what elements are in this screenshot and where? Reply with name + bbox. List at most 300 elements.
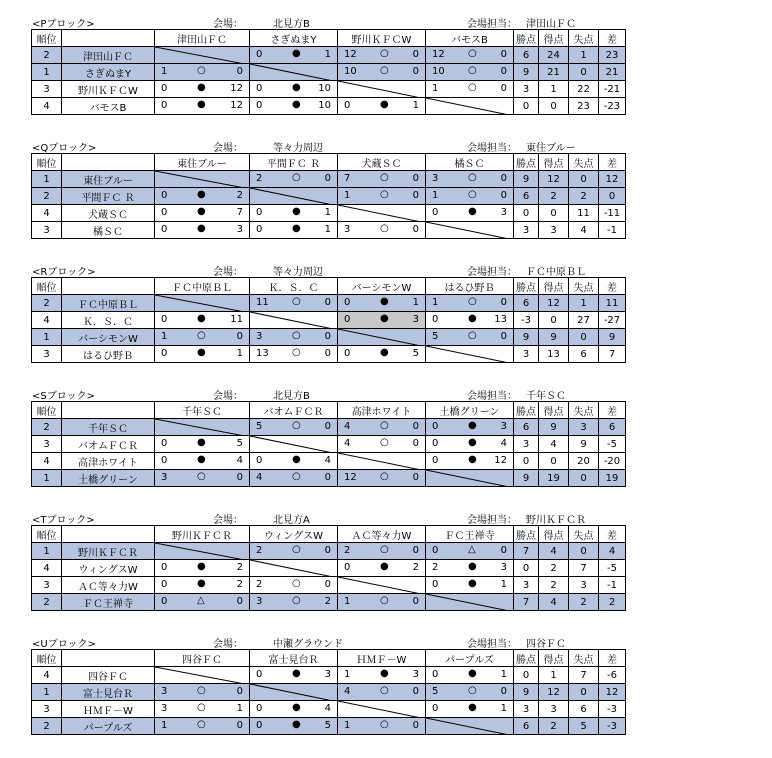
goals-for-value: 13 <box>539 346 569 363</box>
goal-diff-value: 0 <box>599 188 626 205</box>
match-result-cell <box>338 98 426 115</box>
score-against: 1 <box>500 669 507 680</box>
block-section <box>0 386 772 486</box>
score-against: 2 <box>236 190 243 201</box>
score-for: 0 <box>256 455 263 466</box>
gf-header: 得点 <box>539 278 569 295</box>
opponent-header: バモスB <box>426 30 514 47</box>
table-row <box>32 453 626 470</box>
opponent-header: 土橋グリーン <box>426 402 514 419</box>
score-for: 3 <box>161 472 168 483</box>
team-header-blank <box>62 30 155 47</box>
goals-for-value: 4 <box>539 543 569 560</box>
team-name-cell: ＡＣ等々力W <box>62 577 155 594</box>
diagonal-line-icon <box>155 543 250 560</box>
result-mark-icon: ● <box>380 561 389 572</box>
opponent-header: バオムＦＣＲ <box>250 402 338 419</box>
result-mark-icon: ○ <box>197 685 206 696</box>
match-result-cell <box>250 667 338 684</box>
wins-value: 9 <box>514 470 539 487</box>
rank-cell: 1 <box>32 470 62 487</box>
wins-value: 6 <box>514 419 539 436</box>
match-result-cell <box>155 346 250 363</box>
result-mark-icon: ● <box>380 296 389 307</box>
score-for: 0 <box>256 703 263 714</box>
table-row <box>32 222 626 239</box>
result-mark-icon: ● <box>468 702 477 713</box>
diagonal-line-icon <box>426 222 514 239</box>
goals-against-value: 7 <box>569 560 599 577</box>
match-result-cell <box>426 684 514 701</box>
result-mark-icon: ○ <box>468 685 477 696</box>
diff-header: 差 <box>599 154 626 171</box>
match-result-cell <box>338 312 426 329</box>
team-name-cell: ウィングスW <box>62 560 155 577</box>
team-name-cell: 東住ブルー <box>62 171 155 188</box>
score-for: 0 <box>344 314 351 325</box>
team-header-blank <box>62 278 155 295</box>
score-for: 0 <box>432 421 439 432</box>
match-result-cell <box>250 295 338 312</box>
block-header <box>0 262 772 277</box>
goal-diff-value: -3 <box>599 718 626 735</box>
ga-header: 失点 <box>569 278 599 295</box>
match-result-cell <box>338 436 426 453</box>
score-against: 0 <box>324 579 331 590</box>
rank-cell: 3 <box>32 346 62 363</box>
goal-diff-value: 12 <box>599 684 626 701</box>
score-against: 0 <box>412 438 419 449</box>
score-for: 5 <box>432 331 439 342</box>
wins-value: 3 <box>514 436 539 453</box>
score-for: 0 <box>161 207 168 218</box>
score-for: 12 <box>344 472 357 483</box>
match-result-cell <box>338 718 426 735</box>
table-row <box>32 560 626 577</box>
table-row <box>32 295 626 312</box>
goals-against-value: 0 <box>569 543 599 560</box>
diagonal-line-icon <box>155 295 250 312</box>
result-mark-icon: ● <box>292 668 301 679</box>
score-for: 0 <box>256 224 263 235</box>
goals-for-value: 2 <box>539 188 569 205</box>
result-mark-icon: ● <box>197 347 206 358</box>
opponent-header: 四谷ＦＣ <box>155 650 250 667</box>
result-mark-icon: ○ <box>292 471 301 482</box>
score-for: 0 <box>344 297 351 308</box>
result-mark-icon: ● <box>292 702 301 713</box>
score-for: 1 <box>432 297 439 308</box>
result-mark-icon: ○ <box>468 189 477 200</box>
block-name: <Qブロック> <box>32 143 97 154</box>
match-result-cell <box>155 470 250 487</box>
result-mark-icon: ● <box>197 313 206 324</box>
score-for: 0 <box>344 562 351 573</box>
opponent-header: 高津ホワイト <box>338 402 426 419</box>
rank-cell: 4 <box>32 453 62 470</box>
rank-header: 順位 <box>32 278 62 295</box>
venue-label: 会場： <box>213 19 243 30</box>
score-against: 10 <box>318 100 331 111</box>
goals-against-value: 0 <box>569 64 599 81</box>
goals-for-value: 12 <box>539 295 569 312</box>
score-against: 0 <box>412 545 419 556</box>
score-against: 1 <box>324 49 331 60</box>
goals-for-value: 1 <box>539 81 569 98</box>
goal-diff-value: -1 <box>599 222 626 239</box>
match-result-cell <box>426 543 514 560</box>
score-against: 3 <box>236 224 243 235</box>
diagonal-cell <box>250 684 338 701</box>
diff-header: 差 <box>599 650 626 667</box>
diagonal-cell <box>338 577 426 594</box>
score-for: 4 <box>344 686 351 697</box>
score-against: 0 <box>236 66 243 77</box>
table-row <box>32 701 626 718</box>
score-against: 0 <box>412 686 419 697</box>
match-result-cell <box>155 594 250 611</box>
diagonal-cell <box>426 718 514 735</box>
wins-value: 9 <box>514 64 539 81</box>
team-header-blank <box>62 526 155 543</box>
result-mark-icon: ● <box>380 313 389 324</box>
result-mark-icon: △ <box>468 544 476 555</box>
score-against: 1 <box>500 579 507 590</box>
resp-label: 会場担当： <box>467 639 517 650</box>
team-name-cell: はるひ野Ｂ <box>62 346 155 363</box>
standings-table <box>31 29 626 115</box>
goals-for-value: 0 <box>539 205 569 222</box>
table-row <box>32 329 626 346</box>
match-result-cell <box>155 701 250 718</box>
wins-value: 6 <box>514 188 539 205</box>
ga-header: 失点 <box>569 154 599 171</box>
score-for: 0 <box>161 314 168 325</box>
match-result-cell <box>250 171 338 188</box>
block-name: <Uブロック> <box>32 639 96 650</box>
match-result-cell <box>338 684 426 701</box>
result-mark-icon: ● <box>292 206 301 217</box>
result-mark-icon: ○ <box>380 189 389 200</box>
rank-cell: 4 <box>32 667 62 684</box>
score-for: 11 <box>256 297 269 308</box>
block-section <box>0 262 772 362</box>
goals-for-value: 19 <box>539 470 569 487</box>
goal-diff-value: 7 <box>599 346 626 363</box>
result-mark-icon: ○ <box>468 82 477 93</box>
wins-value: 6 <box>514 295 539 312</box>
result-mark-icon: ○ <box>292 296 301 307</box>
wins-value: -3 <box>514 312 539 329</box>
goal-diff-value: 4 <box>599 543 626 560</box>
wins-value: 9 <box>514 684 539 701</box>
score-against: 0 <box>412 472 419 483</box>
opponent-header: 野川ＫＦＣW <box>338 30 426 47</box>
block-header <box>0 634 772 649</box>
score-for: 1 <box>161 720 168 731</box>
wins-value: 7 <box>514 543 539 560</box>
header-row <box>32 154 626 171</box>
match-result-cell <box>250 346 338 363</box>
match-result-cell <box>250 701 338 718</box>
team-name-cell: パープルズ <box>62 718 155 735</box>
match-result-cell <box>426 295 514 312</box>
result-mark-icon: ● <box>468 420 477 431</box>
diagonal-line-icon <box>426 470 514 487</box>
ga-header: 失点 <box>569 650 599 667</box>
block-section <box>0 634 772 734</box>
diagonal-cell <box>250 312 338 329</box>
diagonal-line-icon <box>155 667 250 684</box>
score-for: 0 <box>432 703 439 714</box>
diagonal-line-icon <box>250 312 338 329</box>
result-mark-icon: ○ <box>380 719 389 730</box>
score-against: 1 <box>412 100 419 111</box>
result-mark-icon: ● <box>197 437 206 448</box>
rank-header: 順位 <box>32 402 62 419</box>
wins-value: 6 <box>514 47 539 64</box>
rank-cell: 3 <box>32 81 62 98</box>
diagonal-line-icon <box>155 419 250 436</box>
opponent-header: ＡＣ等々力W <box>338 526 426 543</box>
score-against: 2 <box>236 562 243 573</box>
score-against: 1 <box>324 224 331 235</box>
diagonal-line-icon <box>250 188 338 205</box>
opponent-header: 橘ＳＣ <box>426 154 514 171</box>
goals-for-value: 2 <box>539 718 569 735</box>
score-for: 10 <box>344 66 357 77</box>
score-for: 5 <box>432 686 439 697</box>
rank-cell: 2 <box>32 295 62 312</box>
table-row <box>32 436 626 453</box>
goals-for-value: 24 <box>539 47 569 64</box>
resp-value: 千年ＳＣ <box>526 391 566 402</box>
score-against: 0 <box>236 686 243 697</box>
gf-header: 得点 <box>539 30 569 47</box>
result-mark-icon: ○ <box>197 65 206 76</box>
score-for: 0 <box>432 669 439 680</box>
result-mark-icon: ● <box>197 82 206 93</box>
score-against: 0 <box>500 545 507 556</box>
gf-header: 得点 <box>539 402 569 419</box>
score-for: 0 <box>432 207 439 218</box>
score-for: 0 <box>432 455 439 466</box>
goals-for-value: 12 <box>539 684 569 701</box>
score-for: 0 <box>161 83 168 94</box>
standings-table <box>31 277 626 363</box>
result-mark-icon: ● <box>292 82 301 93</box>
opponent-header: ＦＣ王禅寺 <box>426 526 514 543</box>
rank-cell: 1 <box>32 543 62 560</box>
match-result-cell <box>250 205 338 222</box>
diagonal-cell <box>155 47 250 64</box>
score-for: 0 <box>432 314 439 325</box>
match-result-cell <box>338 295 426 312</box>
result-mark-icon: ○ <box>292 347 301 358</box>
match-result-cell <box>426 81 514 98</box>
score-against: 0 <box>236 331 243 342</box>
score-against: 0 <box>236 472 243 483</box>
goals-against-value: 3 <box>569 577 599 594</box>
match-result-cell <box>250 543 338 560</box>
ga-header: 失点 <box>569 402 599 419</box>
team-name-cell: さぎぬまY <box>62 64 155 81</box>
diagonal-cell <box>426 594 514 611</box>
match-result-cell <box>426 560 514 577</box>
score-against: 7 <box>236 207 243 218</box>
goals-against-value: 5 <box>569 718 599 735</box>
goal-diff-value: -6 <box>599 667 626 684</box>
score-against: 0 <box>412 49 419 60</box>
match-result-cell <box>426 171 514 188</box>
wins-value: 9 <box>514 171 539 188</box>
opponent-header: バーシモンW <box>338 278 426 295</box>
match-result-cell <box>155 64 250 81</box>
score-against: 5 <box>412 348 419 359</box>
result-mark-icon: ● <box>197 189 206 200</box>
score-for: 0 <box>256 83 263 94</box>
team-header-blank <box>62 154 155 171</box>
venue-value: 中瀬グラウンド <box>273 639 343 650</box>
score-for: 3 <box>432 173 439 184</box>
goals-for-value: 21 <box>539 64 569 81</box>
goals-against-value: 6 <box>569 701 599 718</box>
goals-against-value: 11 <box>569 205 599 222</box>
goal-diff-value: 6 <box>599 419 626 436</box>
rank-cell: 2 <box>32 47 62 64</box>
table-row <box>32 667 626 684</box>
block-name: <Rブロック> <box>32 267 96 278</box>
result-mark-icon: ○ <box>468 172 477 183</box>
team-name-cell: 津田山ＦＣ <box>62 47 155 64</box>
score-against: 3 <box>500 562 507 573</box>
score-against: 0 <box>412 190 419 201</box>
goals-against-value: 20 <box>569 453 599 470</box>
resp-label: 会場担当： <box>467 391 517 402</box>
team-name-cell: ＦＣ王禅寺 <box>62 594 155 611</box>
rank-cell: 2 <box>32 419 62 436</box>
result-mark-icon: ● <box>380 347 389 358</box>
score-for: 0 <box>256 669 263 680</box>
score-against: 0 <box>412 596 419 607</box>
result-mark-icon: ● <box>380 668 389 679</box>
result-mark-icon: ● <box>197 99 206 110</box>
score-for: 2 <box>256 579 263 590</box>
diagonal-line-icon <box>338 81 426 98</box>
match-result-cell <box>338 594 426 611</box>
wins-value: 3 <box>514 346 539 363</box>
opponent-header: 富士見台Ｒ <box>250 650 338 667</box>
team-name-cell: 平間ＦＣ Ｒ <box>62 188 155 205</box>
goal-diff-value: -21 <box>599 81 626 98</box>
result-mark-icon: ○ <box>292 595 301 606</box>
rank-cell: 3 <box>32 701 62 718</box>
team-name-cell: ＦＣ中原ＢＬ <box>62 295 155 312</box>
match-result-cell <box>338 64 426 81</box>
resp-value: ＦＣ中原ＢＬ <box>526 267 586 278</box>
match-result-cell <box>250 222 338 239</box>
table-row <box>32 171 626 188</box>
goal-diff-value: 23 <box>599 47 626 64</box>
match-result-cell <box>338 346 426 363</box>
score-against: 0 <box>412 173 419 184</box>
score-against: 11 <box>230 314 243 325</box>
result-mark-icon: ○ <box>380 48 389 59</box>
goals-for-value: 4 <box>539 436 569 453</box>
score-against: 0 <box>324 348 331 359</box>
score-for: 2 <box>256 545 263 556</box>
venue-label: 会場： <box>213 391 243 402</box>
rank-cell: 2 <box>32 718 62 735</box>
wins-header: 勝点 <box>514 650 539 667</box>
block-header <box>0 510 772 525</box>
goal-diff-value: -23 <box>599 98 626 115</box>
rank-header: 順位 <box>32 154 62 171</box>
team-name-cell: Ｋ．Ｓ．Ｃ <box>62 312 155 329</box>
score-against: 1 <box>236 703 243 714</box>
diagonal-line-icon <box>338 205 426 222</box>
score-for: 0 <box>161 596 168 607</box>
result-mark-icon: ● <box>292 223 301 234</box>
table-row <box>32 205 626 222</box>
result-mark-icon: ● <box>380 99 389 110</box>
rank-header: 順位 <box>32 650 62 667</box>
goals-for-value: 0 <box>539 98 569 115</box>
goal-diff-value: 9 <box>599 329 626 346</box>
match-result-cell <box>250 329 338 346</box>
goal-diff-value: -27 <box>599 312 626 329</box>
result-mark-icon: ○ <box>197 330 206 341</box>
goal-diff-value: 2 <box>599 594 626 611</box>
team-name-cell: ＨＭＦ－W <box>62 701 155 718</box>
header-row <box>32 278 626 295</box>
rank-cell: 1 <box>32 329 62 346</box>
block-header <box>0 138 772 153</box>
match-result-cell <box>155 81 250 98</box>
diagonal-cell <box>338 81 426 98</box>
result-mark-icon: ● <box>197 454 206 465</box>
score-for: 12 <box>344 49 357 60</box>
venue-label: 会場： <box>213 515 243 526</box>
score-for: 1 <box>161 331 168 342</box>
result-mark-icon: ● <box>197 206 206 217</box>
diagonal-line-icon <box>426 346 514 363</box>
result-mark-icon: ○ <box>292 330 301 341</box>
team-name-cell: 富士見台Ｒ <box>62 684 155 701</box>
result-mark-icon: ○ <box>380 172 389 183</box>
diff-header: 差 <box>599 30 626 47</box>
result-mark-icon: ○ <box>380 595 389 606</box>
score-against: 3 <box>500 207 507 218</box>
score-against: 0 <box>324 297 331 308</box>
opponent-header: 東住ブルー <box>155 154 250 171</box>
match-result-cell <box>155 453 250 470</box>
score-against: 0 <box>500 49 507 60</box>
diagonal-cell <box>250 64 338 81</box>
goals-against-value: 23 <box>569 98 599 115</box>
score-against: 10 <box>318 83 331 94</box>
score-against: 3 <box>500 421 507 432</box>
goals-for-value: 0 <box>539 453 569 470</box>
score-for: 0 <box>432 438 439 449</box>
match-result-cell <box>155 188 250 205</box>
match-result-cell <box>338 222 426 239</box>
score-against: 2 <box>412 562 419 573</box>
match-result-cell <box>426 47 514 64</box>
score-against: 0 <box>500 331 507 342</box>
score-for: 1 <box>432 190 439 201</box>
score-for: 3 <box>256 596 263 607</box>
